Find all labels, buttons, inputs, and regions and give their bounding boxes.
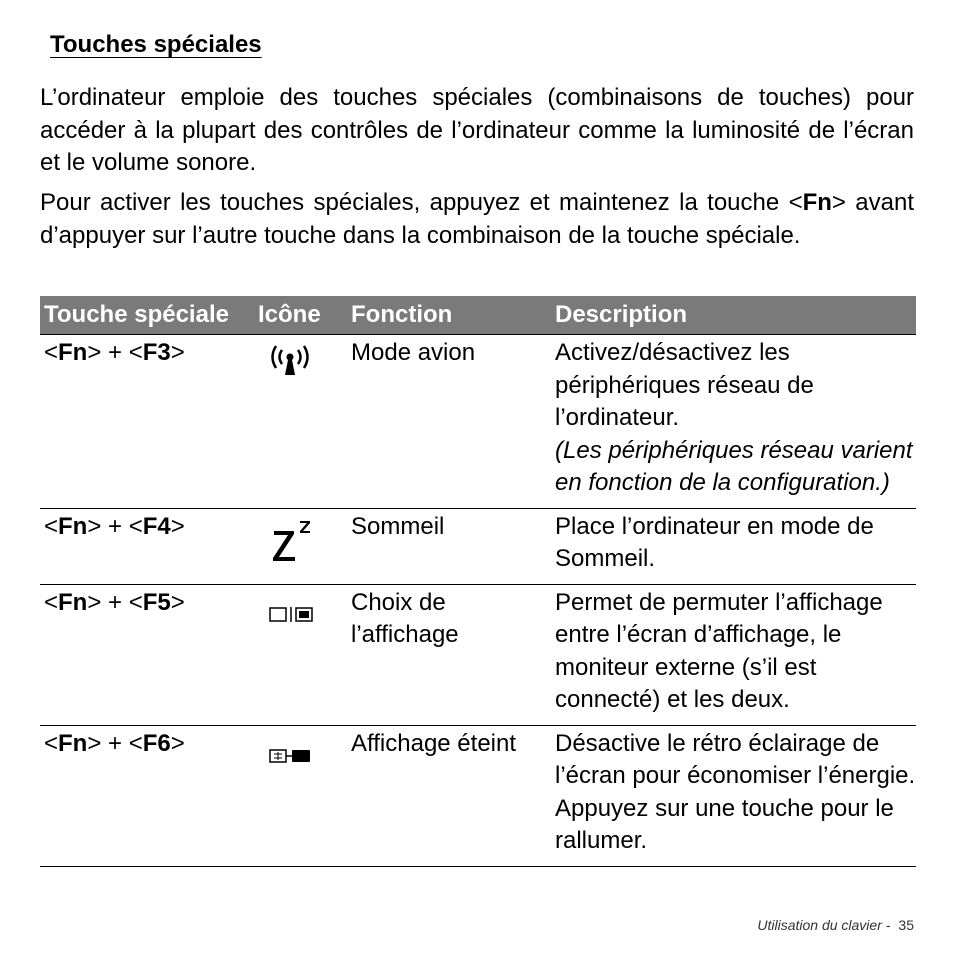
fn-key-label: Fn — [802, 189, 832, 216]
description-cell: Désactive le rétro éclairage de l’écran pour économiser l’énergie. Appuyez sur une touche pour le rallumer. — [549, 725, 916, 866]
page-number: 35 — [898, 917, 914, 933]
mod-key: Fn — [58, 512, 88, 540]
intro-paragraph: L’ordinateur emploie des touches spéciales (combinaisons de touches) pour accéder à la plupart des contrôles de l’ordinateur comme la luminosité de l’écran et le volume sonore. — [40, 84, 914, 176]
key-combination: <Fn> + <F5> — [40, 584, 254, 725]
icon-cell — [254, 584, 345, 725]
description-text: Activez/désactivez les périphériques réseau de l’ordinateur. — [555, 339, 814, 431]
plus-sign: + — [101, 339, 129, 366]
header-key: Touche spéciale — [40, 296, 254, 335]
function-key: F6 — [142, 729, 171, 757]
header-function: Fonction — [345, 296, 549, 335]
icon-cell — [254, 508, 345, 584]
icon-cell — [254, 335, 345, 509]
plus-sign: + — [101, 512, 129, 540]
description-cell: Permet de permuter l’affichage entre l’écran d’affichage, le moniteur externe (s’il est connecté) et les deux. — [549, 584, 916, 725]
special-keys-table — [40, 296, 916, 867]
icon-cell — [254, 725, 345, 866]
description-cell: Place l’ordinateur en mode de Sommeil. — [549, 508, 916, 584]
header-icon: Icône — [254, 296, 345, 335]
key-combination: <Fn> + <F4> — [40, 508, 254, 584]
function-key: F5 — [142, 588, 171, 616]
section-heading: Touches spéciales — [50, 31, 262, 58]
function-cell: Mode avion — [345, 335, 549, 509]
display-toggle-icon — [268, 605, 318, 625]
sleep-zz-icon — [270, 519, 318, 565]
function-cell: Sommeil — [345, 508, 549, 584]
mod-key: Fn — [58, 339, 88, 366]
function-cell: Affichage éteint — [345, 725, 549, 866]
page-footer — [757, 917, 914, 933]
key-combination: <Fn> + <F3> — [40, 335, 254, 509]
mod-key: Fn — [58, 588, 88, 616]
table-row — [40, 725, 916, 866]
table-row — [40, 508, 916, 584]
function-key: F3 — [142, 339, 171, 366]
function-cell: Choix de l’affichage — [345, 584, 549, 725]
table-row — [40, 335, 916, 509]
description-note: (Les périphériques réseau varient en fonction de la configuration.) — [555, 436, 913, 496]
paragraph-text-before: Pour activer les touches spéciales, appuyez et maintenez la touche < — [40, 189, 803, 216]
plus-sign: + — [101, 729, 129, 757]
table-header-row — [40, 296, 916, 335]
footer-section-title: Utilisation du clavier - — [757, 917, 891, 933]
activation-paragraph — [40, 187, 914, 252]
table-row — [40, 584, 916, 725]
key-combination: <Fn> + <F6> — [40, 725, 254, 866]
plus-sign: + — [101, 588, 129, 616]
wireless-antenna-icon — [266, 343, 314, 377]
paragraph-text-after: > avant d’appuyer sur l’autre touche dans la combinaison de la touche spéciale. — [40, 189, 914, 249]
mod-key: Fn — [58, 729, 88, 757]
header-description: Description — [549, 296, 916, 335]
function-key: F4 — [142, 512, 171, 540]
display-off-icon — [268, 746, 318, 766]
description-cell — [549, 335, 916, 509]
